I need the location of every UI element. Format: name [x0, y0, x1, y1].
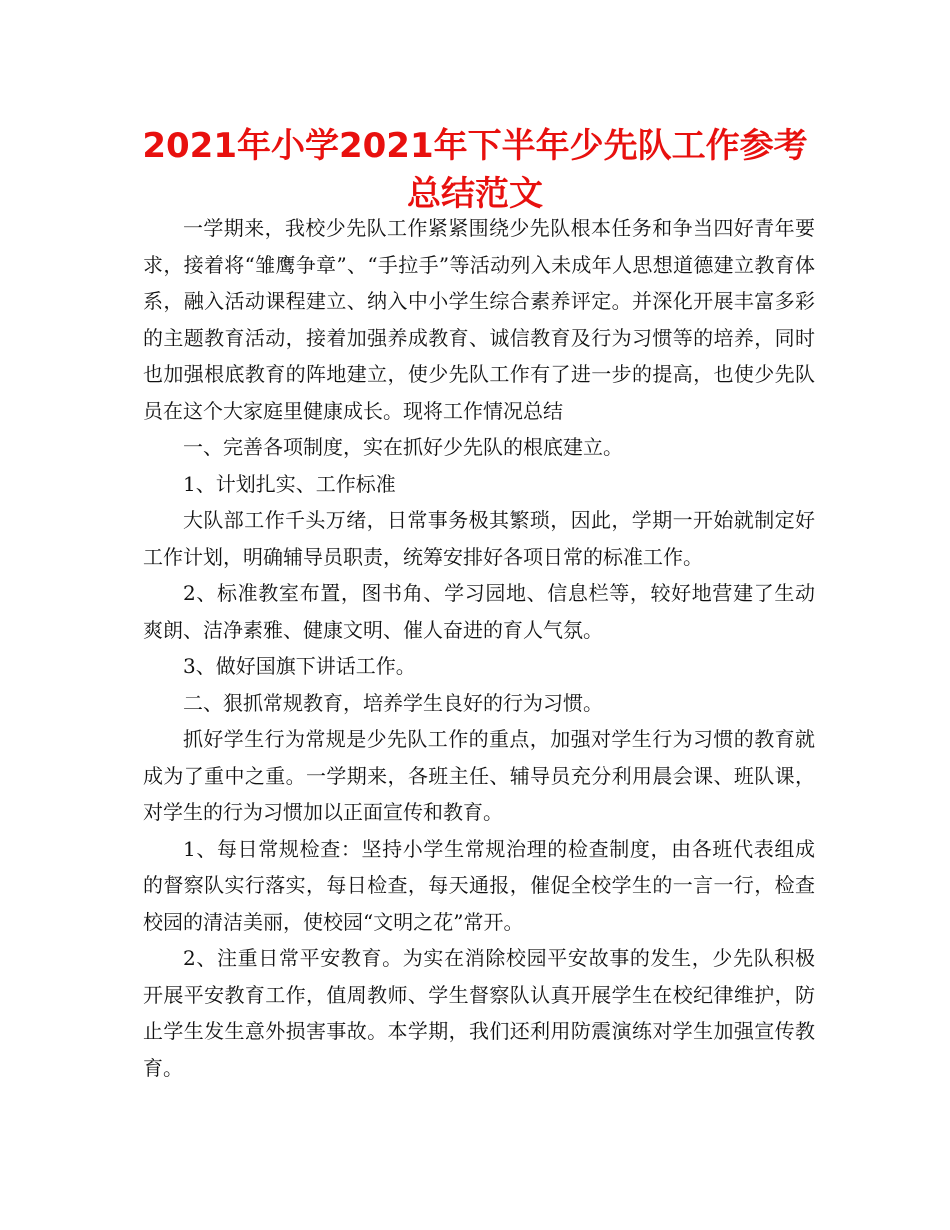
- paragraph-section-1-heading: 一、完善各项制度，实在抓好少先队的根底建立。: [183, 435, 623, 459]
- paragraph-item-2-1: 1、每日常规检查：坚持小学生常规治理的检查制度，由各班代表组成的督察队实行落实，每日检查，每天通报，催促全校学生的一言一行，检查校园的清洁美丽，使校园“文明之花”常开。: [143, 836, 815, 934]
- paragraph-item-1-1: 1、计划扎实、工作标准: [183, 471, 396, 496]
- paragraph-item-1-2: 2、标准教室布置，图书角、学习园地、信息栏等，较好地营建了生动爽朗、洁净素雅、健康文明、催人奋进的育人气氛。: [143, 581, 815, 642]
- paragraph-section-2-heading: 二、狠抓常规教育，培养学生良好的行为习惯。: [183, 690, 603, 715]
- paragraph-item-2-2: 2、注重日常平安教育。为实在消除校园平安故事的发生，少先队积极开展平安教育工作，值周教师、学生督察队认真开展学生在校纪律维护，防止学生发生意外损害事故。本学期，我们还利用防震演练对学生加强宣传教育。: [143, 946, 815, 1080]
- document-title: 2021年小学2021年下半年少先队工作参考总结范文: [142, 126, 808, 214]
- paragraph-intro: 一学期来，我校少先队工作紧紧围绕少先队根本任务和争当四好青年要求，接着将“雏鹰争章”、“手拉手”等活动列入未成年人思想道德建立教育体系，融入活动课程建立、纳入中小学生综合素养评定。并深化开展丰富多彩的主题教育活动，接着加强养成教育、诚信教育及行为习惯等的培养，同时也加强根底教育的阵地建立，使少先队工作有了进一步的提高，也使少先队员在这个大家庭里健康成长。现将工作情况总结: [143, 216, 815, 423]
- paragraph-section-2-intro: 抓好学生行为常规是少先队工作的重点，加强对学生行为习惯的教育就成为了重中之重。一学期来，各班主任、辅导员充分利用晨会课、班队课，对学生的行为习惯加以正面宣传和教育。: [143, 727, 815, 824]
- paragraph-item-1-1-detail: 大队部工作千头万绪，日常事务极其繁琐，因此，学期一开始就制定好工作计划，明确辅导员职责，统筹安排好各项日常的标准工作。: [143, 508, 815, 569]
- document-body: [143, 210, 815, 1086]
- paragraph-item-1-3: 3、做好国旗下讲话工作。: [183, 654, 416, 678]
